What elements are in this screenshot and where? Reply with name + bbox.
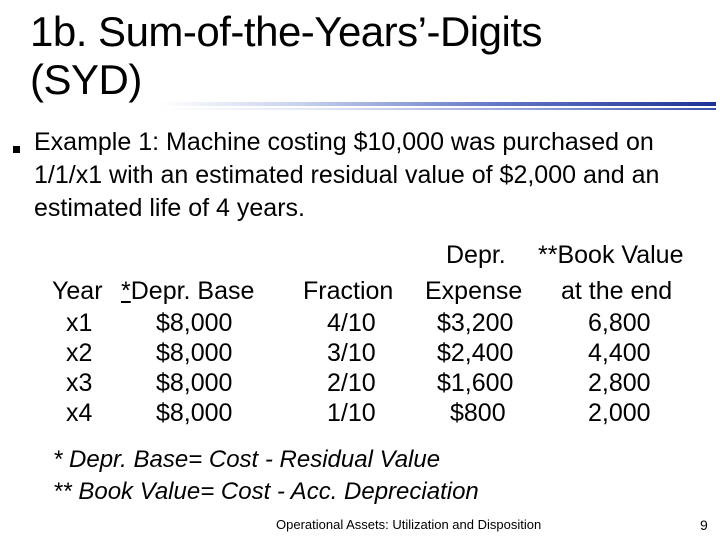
table-cell-expense: $3,200 — [437, 309, 514, 337]
header-book-value-top: **Book Value — [538, 241, 684, 269]
example-text: Example 1: Machine costing $10,000 was purchased on 1/1/x1 with an estimated residual value of $2,000 and an estimated life of 4 years. — [34, 128, 660, 222]
table-cell-base: $8,000 — [156, 399, 233, 427]
header-book-value: at the end — [561, 277, 673, 305]
title-divider — [160, 102, 716, 106]
table-cell-base: $8,000 — [156, 369, 233, 397]
footnotes — [53, 444, 479, 508]
title-line-1: 1b. Sum-of-the-Years’-Digits — [30, 8, 542, 55]
slide-title — [30, 8, 542, 104]
header-year: Year — [52, 277, 103, 305]
header-base-marker: * — [121, 277, 131, 305]
table-cell-expense: $1,600 — [437, 369, 514, 397]
footer-text: Operational Assets: Utilization and Disposition — [276, 517, 542, 532]
table-cell-fraction: 3/10 — [327, 339, 376, 367]
table-cell-year: x4 — [66, 399, 93, 427]
table-cell-book-value: 2,800 — [588, 369, 651, 397]
table-cell-base: $8,000 — [156, 339, 233, 367]
header-base-label: Depr. Base — [130, 277, 255, 305]
header-expense: Expense — [425, 277, 523, 305]
table-cell-base: $8,000 — [156, 309, 233, 337]
table-cell-expense: $2,400 — [437, 339, 514, 367]
footnote-book-value: ** Book Value= Cost - Acc. Depreciation — [53, 478, 479, 505]
table-cell-fraction: 4/10 — [327, 309, 376, 337]
title-divider-shadow — [160, 108, 716, 110]
table-cell-book-value: 6,800 — [588, 309, 651, 337]
table-cell-fraction: 2/10 — [327, 369, 376, 397]
bullet-square-icon — [13, 146, 20, 153]
footnote-depr-base: * Depr. Base= Cost - Residual Value — [53, 446, 441, 473]
table-cell-year: x2 — [66, 339, 93, 367]
page-number: 9 — [700, 517, 708, 533]
table-cell-expense: $800 — [450, 399, 506, 427]
header-base — [121, 276, 254, 307]
table-cell-book-value: 2,000 — [588, 399, 651, 427]
table-cell-year: x3 — [66, 369, 93, 397]
table-cell-book-value: 4,400 — [588, 339, 651, 367]
title-line-2: (SYD) — [30, 56, 142, 103]
header-expense-top: Depr. — [446, 241, 506, 269]
table-cell-year: x1 — [66, 309, 93, 337]
table-cell-fraction: 1/10 — [327, 399, 376, 427]
header-fraction: Fraction — [303, 277, 394, 305]
